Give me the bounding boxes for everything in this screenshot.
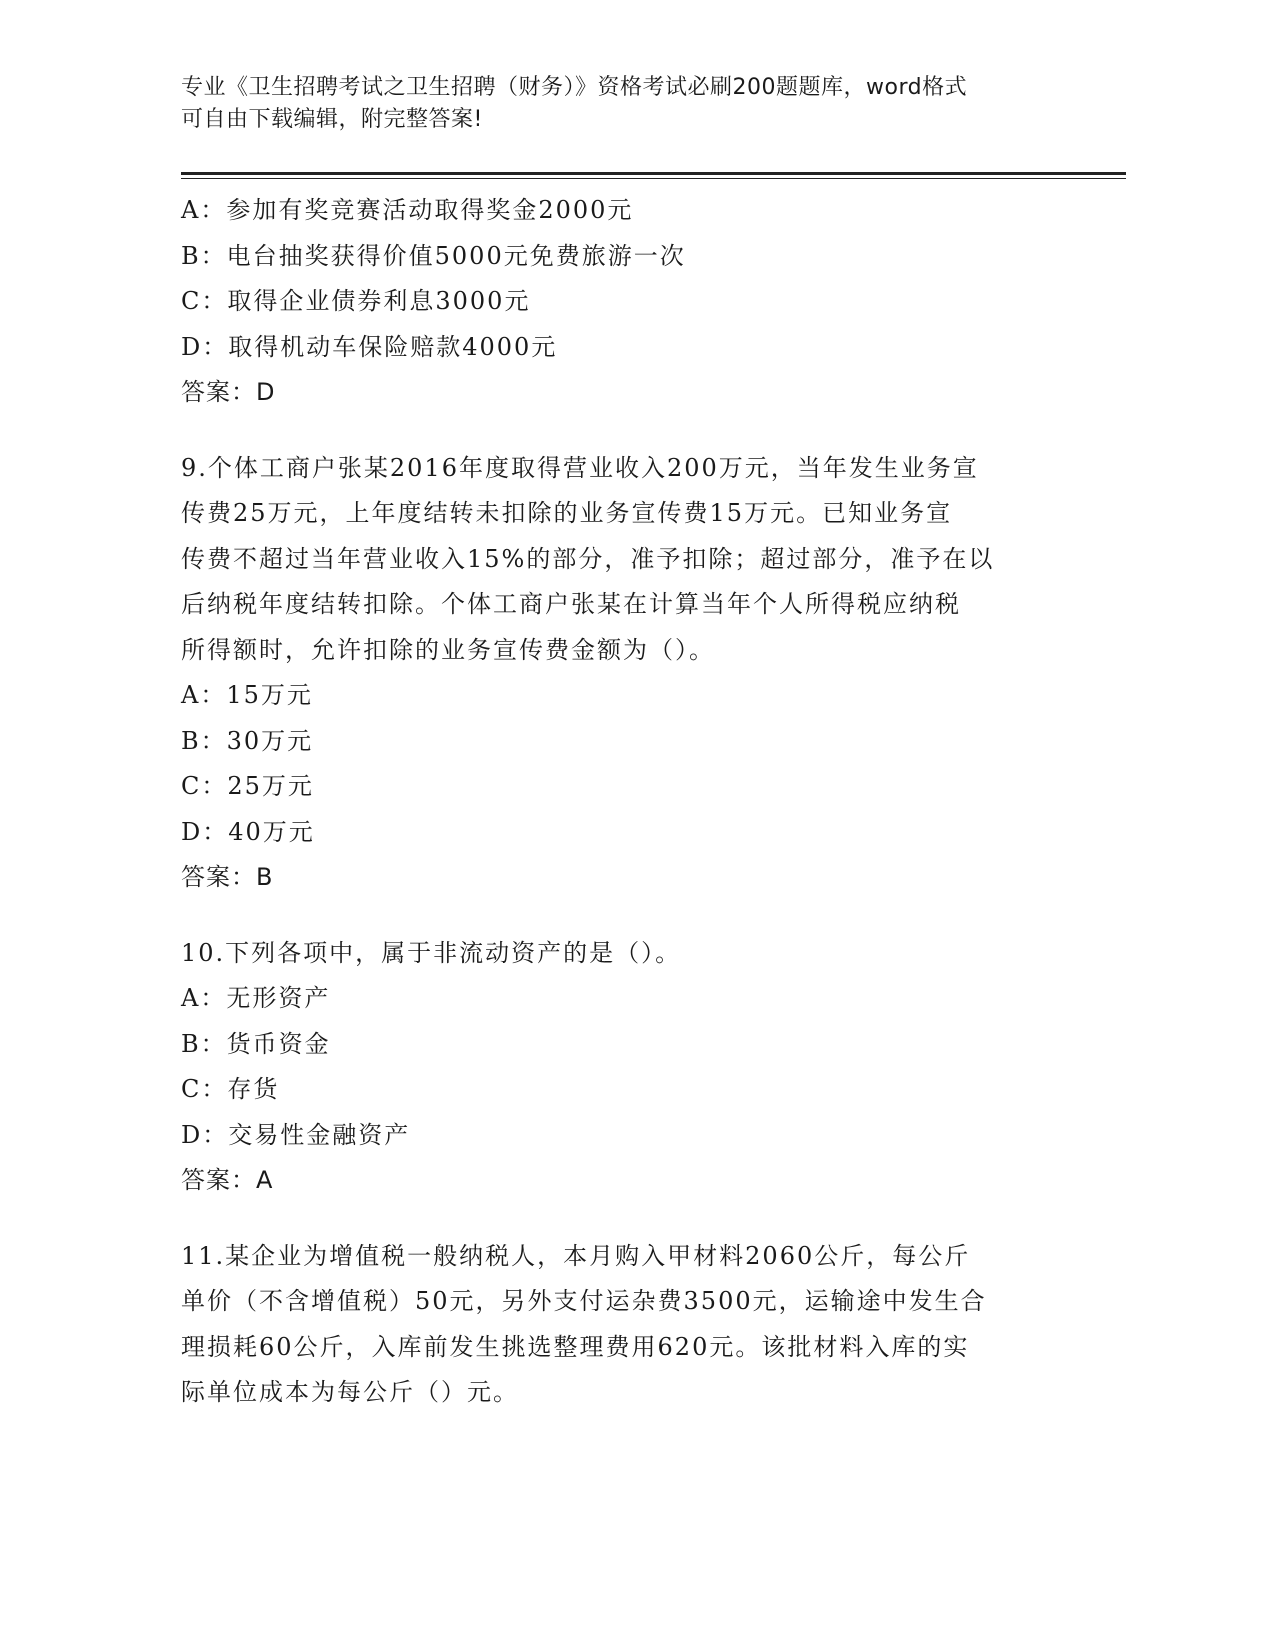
spacer xyxy=(181,416,1061,446)
option-b: B：电台抽奖获得价值5000元免费旅游一次 xyxy=(181,241,686,270)
header-line-2: 可自由下载编辑，附完整答案! xyxy=(181,107,483,132)
question-text-line: 9.个体工商户张某2016年度取得营业收入200万元，当年发生业务宣 xyxy=(181,453,979,482)
answer: 答案：B xyxy=(181,863,274,891)
question-text-line: 11.某企业为增值税一般纳税人，本月购入甲材料2060公斤，每公斤 xyxy=(181,1241,971,1270)
question-11 xyxy=(181,1234,1061,1416)
question-text-line: 传费25万元，上年度结转未扣除的业务宣传费15万元。已知业务宣 xyxy=(181,499,953,527)
option-a: A：参加有奖竞赛活动取得奖金2000元 xyxy=(181,196,634,224)
answer: 答案：D xyxy=(181,378,276,406)
question-text-line: 单价（不含增值税）50元，另外支付运杂费3500元，运输途中发生合 xyxy=(181,1287,987,1315)
question-content xyxy=(181,188,1061,1416)
option-b: B：货币资金 xyxy=(181,1029,331,1058)
header-line-1: 专业《卫生招聘考试之卫生招聘（财务）》资格考试必刷200题题库，word格式 xyxy=(181,75,968,100)
question-text-line: 10.下列各项中，属于非流动资产的是（）。 xyxy=(181,938,682,967)
question-text-line: 所得额时，允许扣除的业务宣传费金额为（）。 xyxy=(181,635,715,664)
question-text-line: 后纳税年度结转扣除。个体工商户张某在计算当年个人所得税应纳税 xyxy=(181,590,961,618)
answer: 答案：A xyxy=(181,1166,274,1194)
option-a: A：无形资产 xyxy=(181,984,331,1012)
question-text-line: 际单位成本为每公斤（）元。 xyxy=(181,1378,519,1406)
option-d: D：交易性金融资产 xyxy=(181,1120,411,1149)
option-c: C：取得企业债券利息3000元 xyxy=(181,287,531,315)
header-rule-thick xyxy=(181,172,1126,175)
spacer xyxy=(181,901,1061,931)
option-b: B：30万元 xyxy=(181,726,314,755)
option-d: D：40万元 xyxy=(181,817,315,846)
option-c: C：存货 xyxy=(181,1075,280,1103)
question-9 xyxy=(181,446,1061,901)
question-8 xyxy=(181,188,1061,416)
spacer xyxy=(181,1204,1061,1234)
question-text-line: 理损耗60公斤，入库前发生挑选整理费用620元。该批材料入库的实 xyxy=(181,1332,970,1361)
option-d: D：取得机动车保险赔款4000元 xyxy=(181,332,558,361)
header-rule-thin xyxy=(181,178,1126,179)
question-10 xyxy=(181,931,1061,1204)
question-text-line: 传费不超过当年营业收入15%的部分，准予扣除；超过部分，准予在以 xyxy=(181,544,995,573)
option-c: C：25万元 xyxy=(181,772,314,800)
option-a: A：15万元 xyxy=(181,681,313,709)
document-header xyxy=(181,72,1061,136)
